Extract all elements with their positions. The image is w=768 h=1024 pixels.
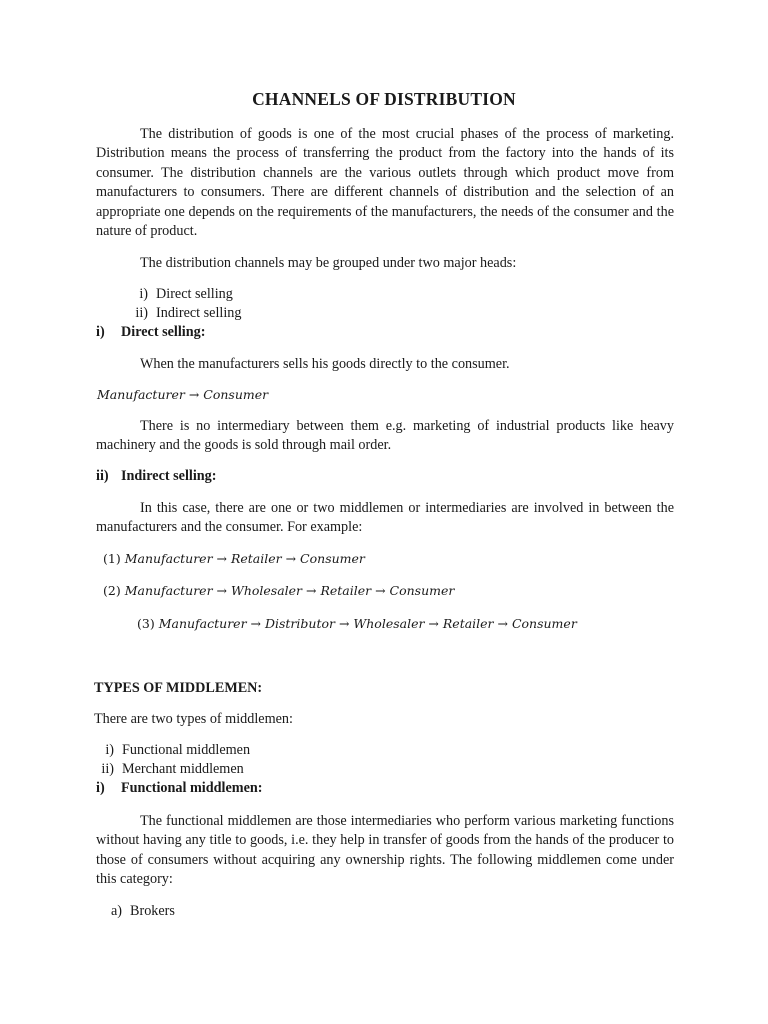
heading-text: Direct selling: — [121, 324, 206, 340]
channel-example — [103, 551, 365, 566]
list-item-text: Direct selling — [156, 286, 233, 302]
middlemen-list-item — [88, 761, 244, 778]
channel-text: Manufacturer → Wholesaler → Retailer → Consumer — [124, 583, 455, 598]
heading-text: Indirect selling: — [121, 468, 217, 484]
channel-example — [103, 583, 454, 598]
intro-paragraph-text: The distribution of goods is one of the most crucial phases of the process of marketing. Distribution means the process of transferring the product from the factory into the hands of its consumer. The distribution channels are the various outlets through which product move from manufacturers to consumers. There are different channels of distribution and the selection of an appropriate one depends on the requirements of the manufacturers, the needs of the consumer and the nature of product. — [96, 126, 674, 240]
channel-text: Manufacturer → Retailer → Consumer — [124, 551, 365, 566]
heads-list-item — [122, 305, 242, 322]
intro-paragraph — [96, 125, 674, 241]
list-item-text: Merchant middlemen — [122, 761, 244, 777]
heads-list-item — [122, 286, 233, 303]
middlemen-intro: There are two types of middlemen: — [94, 711, 293, 727]
middlemen-list-item — [88, 742, 250, 759]
list-marker: i) — [105, 742, 114, 758]
channel-text: Manufacturer → Distributor → Wholesaler → Retailer → Consumer — [158, 616, 577, 631]
list-item-text: Brokers — [130, 903, 175, 919]
heading-marker: i) — [96, 324, 105, 340]
document-title: CHANNELS OF DISTRIBUTION — [252, 89, 516, 109]
list-marker: ii) — [101, 761, 114, 777]
heading-marker: ii) — [96, 468, 109, 484]
functional-middlemen-heading — [96, 780, 263, 797]
grouping-sentence: The distribution channels may be grouped under two major heads: — [140, 255, 517, 271]
channel-label: (3) — [137, 616, 155, 631]
list-item-text: Indirect selling — [156, 305, 242, 321]
list-item-text: Functional middlemen — [122, 742, 251, 758]
indirect-selling-paragraph — [96, 499, 674, 538]
direct-selling-heading — [96, 324, 205, 341]
list-marker: ii) — [135, 305, 148, 321]
indirect-selling-paragraph-text: In this case, there are one or two middlemen or intermediaries are involved in between the manufacturers and the consumer. For example: — [96, 500, 674, 536]
heading-text: Functional middlemen: — [121, 780, 263, 796]
channel-label: (2) — [103, 583, 121, 598]
heading-marker: i) — [96, 780, 105, 796]
functional-middlemen-paragraph-text: The functional middlemen are those intermediaries who perform various marketing functions without having any title to goods, i.e. they help in transfer of goods from the hands of the producer to those of consumers without acquiring any ownership rights. The following middlemen come under this category: — [96, 813, 674, 888]
middlemen-heading: TYPES OF MIDDLEMEN: — [94, 680, 263, 696]
channel-example — [137, 616, 577, 631]
direct-selling-sentence: When the manufacturers sells his goods directly to the consumer. — [140, 356, 510, 372]
direct-selling-paragraph-text: There is no intermediary between them e.g. marketing of industrial products like heavy machinery and the goods is sold through mail order. — [96, 418, 674, 454]
direct-selling-formula: Manufacturer → Consumer — [97, 387, 269, 402]
list-marker: a) — [110, 903, 122, 919]
functional-middlemen-paragraph — [96, 812, 674, 890]
list-marker: i) — [139, 286, 148, 302]
indirect-selling-heading — [96, 468, 217, 485]
functional-sub-list-item — [96, 903, 175, 920]
direct-selling-paragraph — [96, 417, 674, 456]
channel-label: (1) — [103, 551, 121, 566]
